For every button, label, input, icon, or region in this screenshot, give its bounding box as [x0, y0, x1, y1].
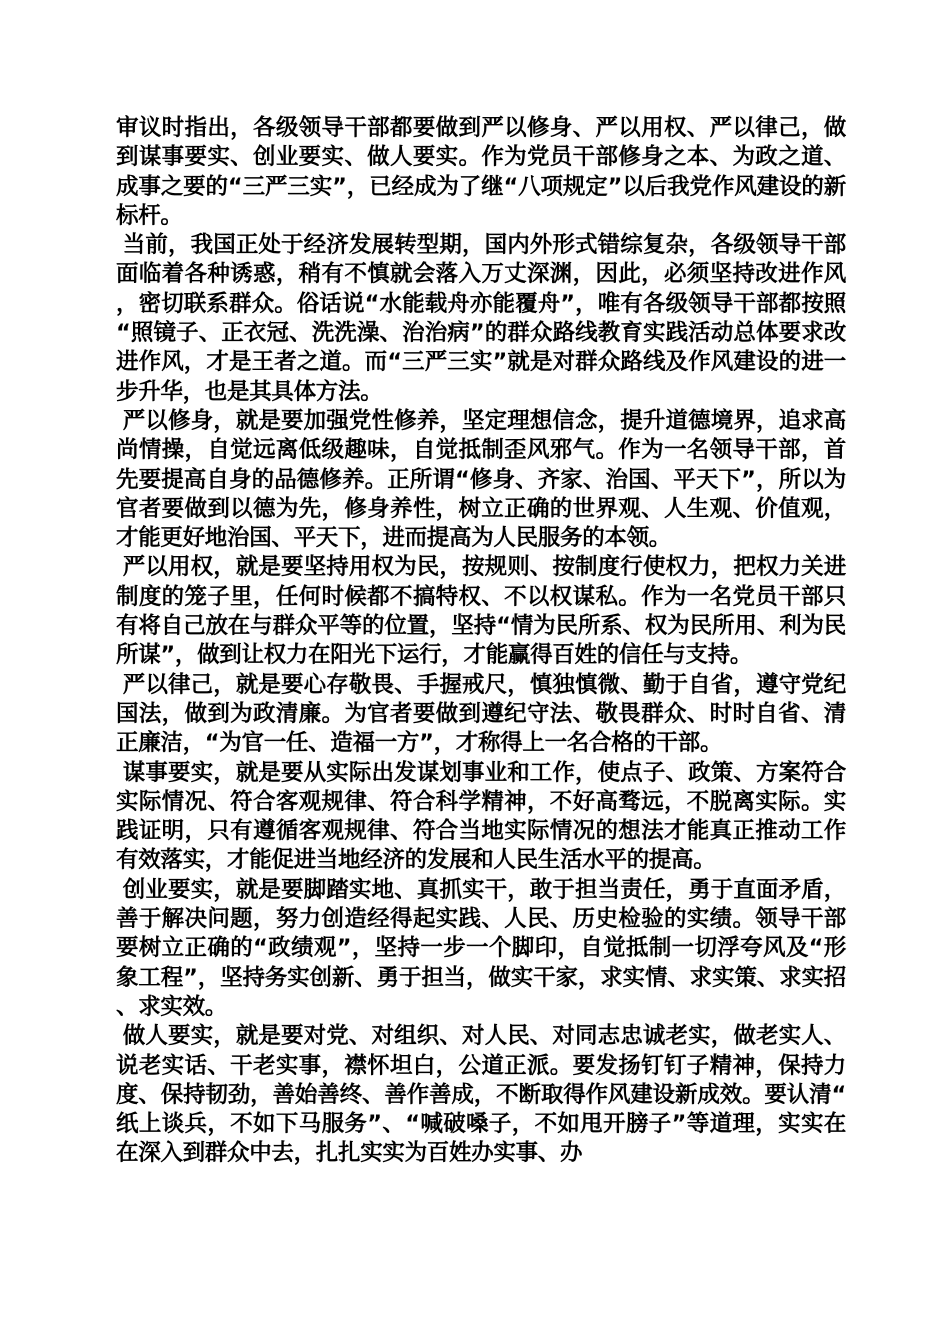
paragraph-3: 严以修身，就是要加强党性修养，坚定理想信念，提升道德境界，追求高尚情操，自觉远离低级趣味，自觉抵制歪风邪气。作为一名领导干部，首先要提高自身的品德修养。正所谓“修身、齐家、治国、平天下”，所以为官者要做到以德为先，修身养性，树立正确的世界观、人生观、价值观，才能更好地治国、平天下，进而提高为人民服务的本领。 [116, 407, 846, 552]
paragraph-2: 当前，我国正处于经济发展转型期，国内外形式错综复杂，各级领导干部面临着各种诱惑，稍有不慎就会落入万丈深渊，因此，必须坚持改进作风，密切联系群众。俗话说“水能载舟亦能覆舟”，唯有各级领导干部都按照“照镜子、正衣冠、洗洗澡、治治病”的群众路线教育实践活动总体要求改进作风，才是王者之道。而“三严三实”就是对群众路线及作风建设的进一步升华，也是其具体方法。 [116, 232, 846, 405]
paragraph-7: 创业要实，就是要脚踏实地、真抓实干，敢于担当责任，勇于直面矛盾，善于解决问题，努力创造经得起实践、人民、历史检验的实绩。领导干部要树立正确的“政绩观”，坚持一步一个脚印，自觉抵制一切浮夸风及“形象工程”，坚持务实创新、勇于担当，做实干家，求实情、求实策、求实招、求实效。 [116, 876, 846, 1020]
paragraph-8: 做人要实，就是要对党、对组织、对人民、对同志忠诚老实，做老实人、说老实话、干老实事，襟怀坦白，公道正派。要发扬钉钉子精神，保持力度、保持韧劲，善始善终、善作善成，不断取得作风建设新成效。要认清“纸上谈兵，不如下马服务”、“喊破嗓子，不如甩开膀子”等道理，实实在在深入到群众中去，扎扎实实为百姓办实事、办 [116, 1023, 846, 1167]
paragraph-4: 严以用权，就是要坚持用权为民，按规则、按制度行使权力，把权力关进制度的笼子里，任何时候都不搞特权、不以权谋私。作为一名党员干部只有将自己放在与群众平等的位置，坚持“情为民所系、权为民所用、利为民所谋”，做到让权力在阳光下运行，才能赢得百姓的信任与支持。 [116, 554, 846, 669]
document-body [116, 114, 846, 1169]
paragraph-5: 严以律己，就是要心存敬畏、手握戒尺，慎独慎微、勤于自省，遵守党纪国法，做到为政清廉。为官者要做到遵纪守法、敬畏群众、时时自省、清正廉洁，“为官一任、造福一方”，才称得上一名合格的干部。 [116, 671, 846, 757]
paragraph-6: 谋事要实，就是要从实际出发谋划事业和工作，使点子、政策、方案符合实际情况、符合客观规律、符合科学精神，不好高骛远，不脱离实际。实践证明，只有遵循客观规律、符合当地实际情况的想法才能真正推动工作有效落实，才能促进当地经济的发展和人民生活水平的提高。 [116, 759, 846, 874]
paragraph-1: 审议时指出，各级领导干部都要做到严以修身、严以用权、严以律己，做到谋事要实、创业要实、做人要实。作为党员干部修身之本、为政之道、成事之要的“三严三实”，已经成为了继“八项规定”以后我党作风建设的新标杆。 [116, 115, 846, 229]
